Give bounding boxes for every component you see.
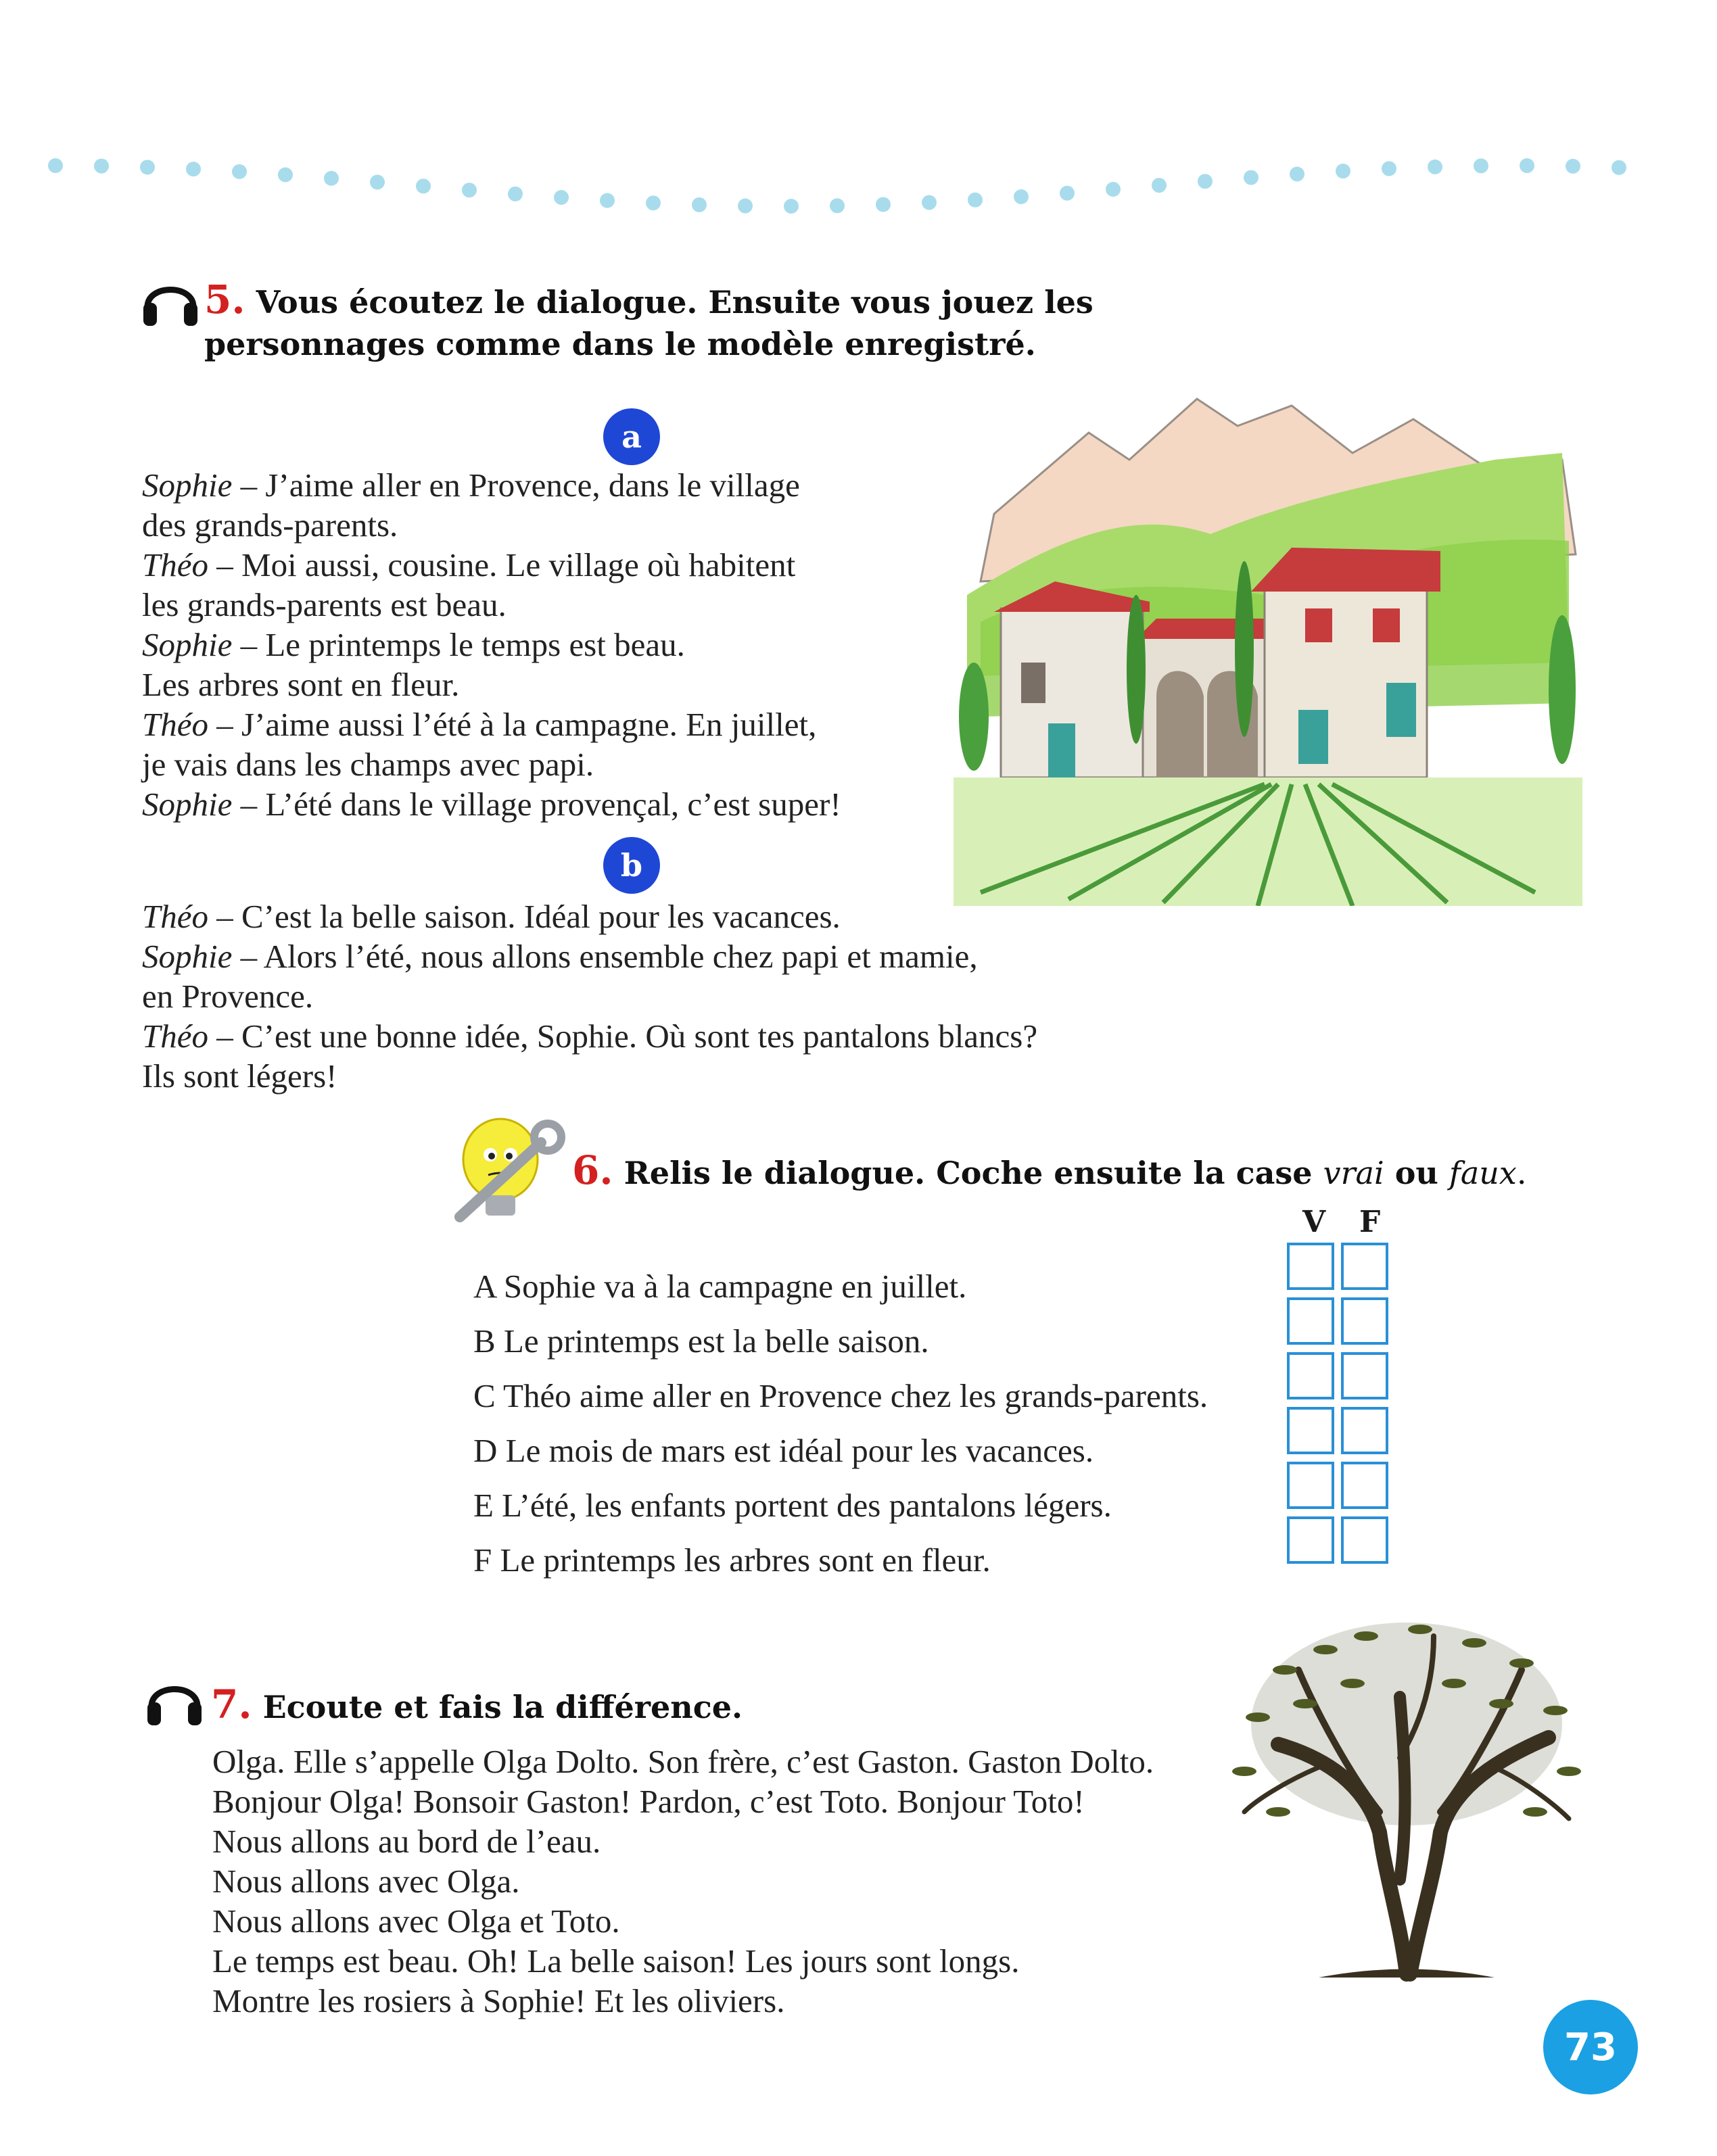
decorative-dot [876, 197, 891, 212]
decorative-dot [554, 190, 569, 205]
decorative-dot [1060, 186, 1075, 201]
decorative-dot [1474, 158, 1488, 173]
lightbulb-wrench-icon [453, 1109, 568, 1230]
decorative-dot [94, 159, 109, 174]
decorative-dot [1014, 189, 1029, 204]
dialogue-line: Théo – C’est une bonne idée, Sophie. Où sont tes pantalons blancs? [142, 1017, 1038, 1055]
text-line: Bonjour Olga! Bonsoir Gaston! Pardon, c’est Toto. Bonjour Toto! [212, 1783, 1085, 1820]
dialogue-line: Ils sont légers! [142, 1057, 337, 1095]
dialogue-line: en Provence. [142, 978, 314, 1015]
exercise7-text [212, 1742, 1154, 2021]
checkbox-f-c[interactable] [1341, 1352, 1388, 1399]
checkbox-f-b[interactable] [1341, 1297, 1388, 1345]
checkbox-v-c[interactable] [1287, 1352, 1334, 1399]
decorative-dot [1198, 174, 1213, 189]
exercise5-title-line1: Vous écoutez le dialogue. Ensuite vous jouez les [256, 284, 1093, 320]
decorative-dot [48, 158, 63, 173]
statement: E L’été, les enfants portent des pantalons légers. [473, 1487, 1112, 1524]
statement: F Le printemps les arbres sont en fleur. [473, 1541, 991, 1579]
decorative-dot [1336, 164, 1350, 178]
decorative-dot [968, 193, 983, 208]
part-a-badge: a [603, 408, 660, 465]
checkbox-v-d[interactable] [1287, 1407, 1334, 1454]
dialogue-line: Sophie – J’aime aller en Provence, dans le village [142, 466, 800, 504]
decorative-dot [830, 198, 845, 213]
decorative-dot [232, 164, 247, 179]
checkbox-v-f[interactable] [1287, 1516, 1334, 1564]
decorative-dot [462, 183, 477, 197]
decorative-dot [140, 160, 155, 174]
page-number: 73 [1543, 2000, 1638, 2094]
decorative-dot [1106, 182, 1121, 197]
dotted-wave-decoration [0, 0, 1717, 284]
dialogue-line: des grands-parents. [142, 506, 398, 544]
decorative-dot [646, 195, 661, 210]
exercise6-heading: 6. Relis le dialogue. Coche ensuite la case vrai ou faux. [572, 1147, 1527, 1193]
decorative-dot [1244, 170, 1259, 185]
headphones-icon [141, 272, 200, 327]
checkbox-v-a[interactable] [1287, 1243, 1334, 1290]
dialogue-part-a [142, 465, 841, 824]
statement: D Le mois de mars est idéal pour les vacances. [473, 1432, 1094, 1469]
column-f-label: F [1359, 1205, 1381, 1239]
dialogue-line: Théo – C’est la belle saison. Idéal pour les vacances. [142, 898, 841, 935]
text-line: Nous allons avec Olga. [212, 1863, 520, 1900]
column-v-label: V [1302, 1205, 1326, 1239]
decorative-dot [1290, 166, 1304, 181]
dialogue-line: Théo – J’aime aussi l’été à la campagne. En juillet, [142, 706, 817, 743]
dialogue-line: Les arbres sont en fleur. [142, 666, 460, 703]
checkbox-f-a[interactable] [1341, 1243, 1388, 1290]
exercise6-number: 6. [572, 1147, 613, 1193]
exercise5-heading [204, 279, 1093, 365]
exercise7-heading [211, 1683, 743, 1728]
provence-village-illustration [954, 379, 1582, 906]
checkbox-f-f[interactable] [1341, 1516, 1388, 1564]
decorative-dot [278, 167, 293, 182]
part-b-badge: b [603, 837, 660, 894]
decorative-dot [1612, 160, 1626, 175]
text-line: Nous allons au bord de l’eau. [212, 1823, 601, 1860]
statement: B Le printemps est la belle saison. [473, 1322, 929, 1360]
decorative-dot [922, 195, 937, 210]
exercise7-number: 7. [211, 1681, 252, 1727]
checkbox-f-d[interactable] [1341, 1407, 1388, 1454]
exercise7-title: Ecoute et fais la différence. [262, 1689, 743, 1725]
decorative-dot [416, 178, 431, 193]
exercise5-title-line2: personnages comme dans le modèle enregistré. [204, 326, 1036, 362]
text-line: Nous allons avec Olga et Toto. [212, 1902, 620, 1940]
decorative-dot [1152, 178, 1167, 193]
decorative-dot [600, 193, 615, 208]
dialogue-line: je vais dans les champs avec papi. [142, 746, 594, 783]
text-line: Le temps est beau. Oh! La belle saison! Les jours sont longs. [212, 1942, 1020, 1980]
dialogue-line: Sophie – Le printemps le temps est beau. [142, 626, 685, 663]
statement: A Sophie va à la campagne en juillet. [473, 1268, 967, 1305]
exercise5-number: 5. [204, 277, 245, 322]
decorative-dot [784, 199, 799, 214]
statement-list [473, 1259, 1208, 1587]
headphones-icon [145, 1671, 204, 1727]
dialogue-line: Sophie – L’été dans le village provençal, c’est super! [142, 786, 841, 823]
dialogue-part-b [142, 896, 1037, 1096]
checkbox-f-e[interactable] [1341, 1462, 1388, 1509]
decorative-dot [1428, 160, 1442, 174]
decorative-dot [324, 171, 339, 186]
decorative-dot [1382, 161, 1396, 176]
text-line: Olga. Elle s’appelle Olga Dolto. Son frère, c’est Gaston. Gaston Dolto. [212, 1743, 1154, 1780]
decorative-dot [370, 174, 385, 189]
decorative-dot [692, 197, 707, 212]
decorative-dot [738, 199, 753, 214]
decorative-dot [508, 187, 523, 201]
dialogue-line: les grands-parents est beau. [142, 586, 507, 623]
dialogue-line: Théo – Moi aussi, cousine. Le village où habitent [142, 546, 796, 583]
checkbox-v-e[interactable] [1287, 1462, 1334, 1509]
olive-tree-illustration [1217, 1609, 1596, 1988]
text-line: Montre les rosiers à Sophie! Et les oliviers. [212, 1982, 785, 2019]
decorative-dot [1566, 159, 1580, 174]
dialogue-line: Sophie – Alors l’été, nous allons ensemble chez papi et mamie, [142, 938, 978, 975]
decorative-dot [186, 162, 201, 176]
decorative-dot [1520, 158, 1534, 173]
checkbox-v-b[interactable] [1287, 1297, 1334, 1345]
statement: C Théo aime aller en Provence chez les grands-parents. [473, 1377, 1208, 1414]
